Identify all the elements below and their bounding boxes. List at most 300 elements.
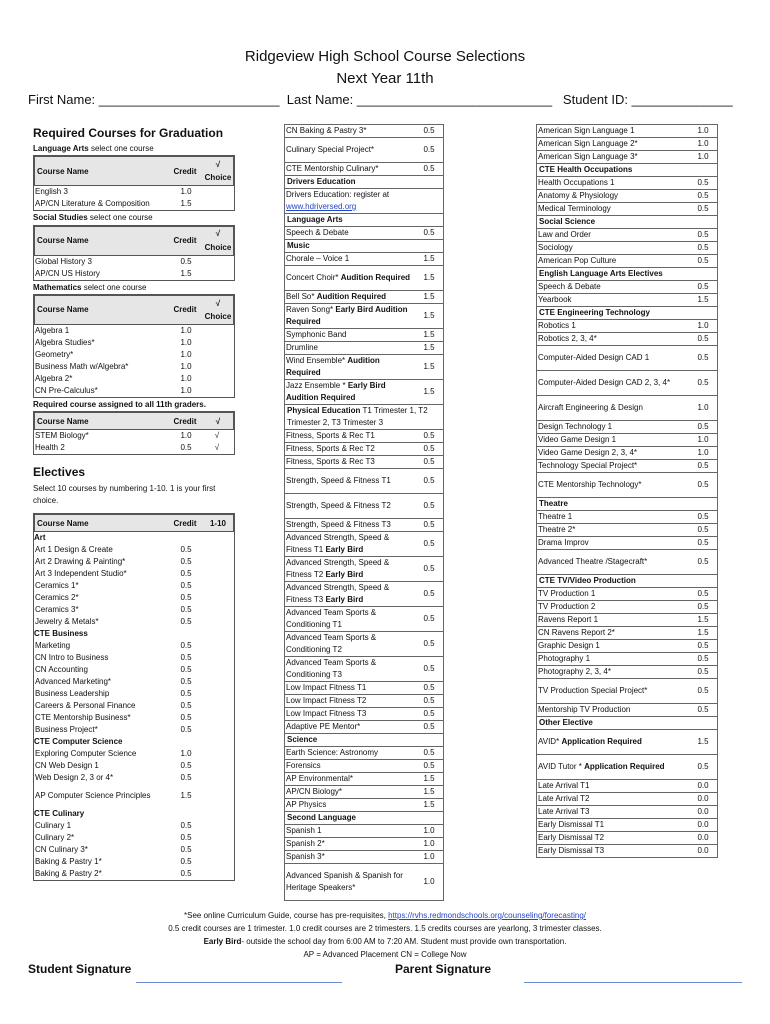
elective-credit: 0.5 — [180, 761, 192, 771]
elective-credit: 0.5 — [423, 761, 435, 770]
elective-credit: 1.0 — [697, 126, 709, 135]
elective-row — [536, 730, 718, 755]
elective-name: CN Web Design 1 — [35, 761, 99, 771]
elective-credit: 0.5 — [180, 593, 192, 603]
social-studies-table: Course Name Credit √ Choice Global History 3 0.5 AP/CN US History 1.5 — [33, 225, 235, 281]
elective-name: CTE Mentorship Technology* — [538, 480, 642, 489]
elective-row — [536, 138, 718, 151]
electives-column-3 — [536, 124, 718, 858]
elective-row — [34, 868, 234, 880]
elective-row — [34, 604, 234, 616]
elective-name: Design Technology 1 — [538, 422, 613, 431]
footer-note-abbrev: AP = Advanced Placement CN = College Now — [303, 950, 467, 959]
elective-row — [536, 755, 718, 780]
elective-name: Low Impact Fitness T2 — [286, 696, 367, 705]
category-name: CTE Culinary — [34, 809, 85, 819]
elective-credit: 1.0 — [423, 839, 435, 848]
elective-row — [536, 346, 718, 371]
elective-name: Health Occupations 1 — [538, 178, 615, 187]
elective-name: Early Dismissal T1 — [538, 820, 605, 829]
elective-credit: 0.5 — [697, 667, 709, 676]
elective-credit: 0.5 — [697, 641, 709, 650]
elective-name: Ceramics 1* — [35, 581, 79, 591]
elective-row — [536, 396, 718, 421]
student-signature-line[interactable] — [136, 982, 342, 983]
elective-name: American Sign Language 3* — [538, 152, 638, 161]
footer-note-early-bird: Early Bird- outside the school day from 6:00 AM to 7:20 AM. Student must provide own transportation. — [203, 937, 567, 946]
elective-row — [284, 494, 444, 519]
elective-credit: 0.5 — [423, 748, 435, 757]
elective-row — [284, 607, 444, 632]
elective-name: AVID Tutor * Application Required — [538, 762, 665, 771]
elective-credit: 0.5 — [180, 701, 192, 711]
elective-credit: 1.0 — [697, 321, 709, 330]
elective-credit: 0.5 — [697, 230, 709, 239]
elective-name: Video Game Design 1 — [538, 435, 617, 444]
elective-credit: 0.5 — [697, 602, 709, 611]
elective-credit: 0.5 — [180, 689, 192, 699]
category-label — [284, 240, 444, 253]
elective-name: Exploring Computer Science — [35, 749, 137, 759]
course-name: Health 2 — [35, 443, 65, 453]
elective-credit: 1.5 — [423, 800, 435, 809]
elective-name: Baking & Pastry 2* — [35, 869, 102, 879]
category-label — [536, 164, 718, 177]
elective-row — [34, 844, 234, 856]
student-id-field[interactable]: Student ID: ______________ — [562, 92, 733, 107]
elective-credit: 1.5 — [423, 343, 435, 352]
elective-row — [284, 825, 444, 838]
elective-row — [34, 592, 234, 604]
elective-credit: 0.0 — [697, 846, 709, 855]
category-name: Physical Education — [287, 406, 361, 415]
elective-row — [536, 653, 718, 666]
page-subtitle: Next Year 11th — [336, 70, 434, 87]
elective-name: Photography 1 — [538, 654, 591, 663]
elective-credit: 0.5 — [423, 145, 435, 154]
elective-row — [34, 856, 234, 868]
elective-name: Bell So* Audition Required — [286, 292, 387, 301]
elective-credit: 0.5 — [180, 569, 192, 579]
course-credit: 1.0 — [180, 325, 192, 335]
elective-row — [284, 582, 444, 607]
category-name: CTE Health Occupations — [539, 165, 633, 174]
elective-row — [284, 456, 444, 469]
elective-name: American Sign Language 2* — [538, 139, 638, 148]
category-name: English Language Arts Electives — [539, 269, 663, 278]
elective-credit: 0.5 — [180, 677, 192, 687]
category-label — [284, 734, 444, 747]
student-info-bar — [28, 92, 733, 107]
elective-row — [284, 519, 444, 532]
elective-name: AVID* Application Required — [538, 737, 642, 746]
elective-name: CN Baking & Pastry 3* — [286, 126, 367, 135]
elective-name: Earth Science: Astronomy — [286, 748, 379, 757]
elective-row — [536, 371, 718, 396]
elective-credit: 0.5 — [697, 204, 709, 213]
assigned-label: Required course assigned to all 11th graders. — [33, 399, 206, 409]
elective-row — [536, 524, 718, 537]
elective-name: Advanced Strength, Speed & Fitness T1 Early Bird — [286, 533, 390, 554]
elective-credit: 0.5 — [180, 617, 192, 627]
elective-credit: 0.5 — [697, 512, 709, 521]
elective-credit: 0.5 — [423, 228, 435, 237]
elective-row — [284, 708, 444, 721]
elective-row — [284, 747, 444, 760]
elective-name: Jewelry & Metals* — [35, 617, 99, 627]
elective-row — [34, 688, 234, 700]
course-credit: 1.0 — [180, 431, 192, 441]
electives-table: Course Name Credit 1-10 Art Art 1 Design & Create 0.5 Art 2 Drawing & Painting* 0.5 Art 3 Independent Studio* 0.5 Ceramics 1* 0.5 Ceramics 2* 0.5 Ceramics 3* 0.5 Jewelry & Metals* 0.5 CTE Business Marketing 0.5 CN Intro to Business 0.5 CN Accounting 0.5 Advanced Marketing* 0.5 Business Leadership 0.5 Careers & Personal Finance 0.5 CTE Mentorship Business* 0.5 Business Project* 0.5 CTE Computer Science Exploring Computer Science 1.0 CN Web Design 1 0.5 Web Design 2, 3 or 4* 0.5 AP Computer Science Principles 1.5 CTE Culinary Culinary 1 0.5 Culinary 2* 0.5 CN Culinary 3* 0.5 Baking & Pastry 1* 0.5 Baking & Pastry 2* 0.5 — [33, 513, 235, 881]
course-row — [34, 442, 234, 454]
elective-row — [536, 640, 718, 653]
elective-credit: 0.5 — [180, 557, 192, 567]
elective-requirement: Early Bird Audition Required — [286, 305, 408, 326]
course-credit: 1.5 — [180, 268, 192, 278]
elective-row — [284, 430, 444, 443]
elective-credit: 0.5 — [423, 696, 435, 705]
elective-name: Theatre 2* — [538, 525, 576, 534]
elective-row — [536, 550, 718, 575]
course-row — [34, 349, 234, 361]
page-title: Ridgeview High School Course Selections — [244, 48, 526, 65]
elective-credit: 0.5 — [697, 378, 709, 387]
elective-row — [34, 580, 234, 592]
elective-credit: 1.5 — [423, 787, 435, 796]
course-credit: 1.0 — [180, 337, 192, 347]
elective-credit: 1.0 — [697, 139, 709, 148]
elective-name: Chorale – Voice 1 — [286, 254, 350, 263]
elective-credit: 0.5 — [423, 564, 435, 573]
elective-credit: 0.5 — [697, 178, 709, 187]
elective-credit: 0.5 — [180, 833, 192, 843]
elective-credit: 0.5 — [423, 164, 435, 173]
elective-credit: 1.5 — [423, 273, 435, 282]
elective-row — [34, 556, 234, 568]
category-label — [34, 628, 234, 640]
elective-credit: 0.5 — [423, 709, 435, 718]
category-name: CTE Computer Science — [34, 737, 123, 747]
elective-credit: 0.5 — [697, 353, 709, 362]
elective-row — [34, 760, 234, 772]
elective-row — [536, 421, 718, 434]
required-heading: Required Courses for Graduation — [33, 126, 224, 140]
elective-row — [34, 544, 234, 556]
elective-credit: 0.5 — [697, 525, 709, 534]
category-name: Second Language — [287, 813, 356, 822]
parent-signature-line[interactable] — [524, 982, 742, 983]
course-row — [34, 186, 234, 198]
elective-row — [34, 640, 234, 652]
elective-row — [284, 291, 444, 304]
elective-row — [536, 473, 718, 498]
elective-row — [284, 773, 444, 786]
elective-row — [536, 281, 718, 294]
elective-row — [34, 772, 234, 784]
category-label — [536, 717, 718, 730]
elective-requirement: Audition Required — [316, 292, 387, 301]
course-credit: 0.5 — [180, 256, 192, 266]
course-row — [34, 430, 234, 442]
elective-row — [536, 320, 718, 333]
elective-row — [284, 721, 444, 734]
elective-name: TV Production Special Project* — [538, 686, 648, 695]
course-name: AP/CN US History — [35, 268, 100, 278]
category-label — [34, 532, 234, 544]
choice-cell[interactable]: √ — [214, 431, 220, 441]
elective-name: Late Arrival T3 — [538, 807, 590, 816]
elective-credit: 1.0 — [423, 826, 435, 835]
course-credit: 1.0 — [180, 361, 192, 371]
elective-name: Fitness, Sports & Rec T1 — [286, 431, 375, 440]
elective-row — [284, 342, 444, 355]
category-name: Art — [34, 533, 46, 543]
course-name: AP/CN Literature & Composition — [35, 199, 150, 209]
elective-row — [284, 838, 444, 851]
elective-name: Business Project* — [35, 725, 98, 735]
course-row — [34, 385, 234, 397]
electives-heading: Electives — [33, 465, 86, 480]
elective-credit: 0.0 — [697, 794, 709, 803]
category-name: CTE TV/Video Production — [539, 576, 636, 585]
elective-requirement: Application Required — [561, 737, 642, 746]
elective-name: Advanced Marketing* — [35, 677, 112, 687]
elective-row — [536, 601, 718, 614]
elective-credit: 0.5 — [697, 461, 709, 470]
elective-credit: 1.5 — [697, 737, 709, 746]
elective-row — [284, 864, 444, 901]
elective-row — [536, 447, 718, 460]
elective-name: Symphonic Band — [286, 330, 347, 339]
elective-name: TV Production 1 — [538, 589, 596, 598]
elective-credit: 0.5 — [423, 683, 435, 692]
elective-credit: 0.0 — [697, 781, 709, 790]
elective-row — [536, 537, 718, 550]
elective-credit: 1.0 — [423, 877, 435, 886]
elective-credit: 0.5 — [423, 722, 435, 731]
course-row — [34, 361, 234, 373]
elective-requirement: Early Bird — [325, 595, 364, 604]
elective-credit: 0.5 — [180, 869, 192, 879]
elective-name: Concert Choir* Audition Required — [286, 273, 411, 282]
category-name: Science — [287, 735, 318, 744]
course-credit: 1.0 — [180, 385, 192, 395]
electives-column-2 — [284, 124, 444, 901]
course-name: STEM Biology* — [35, 431, 89, 441]
footer-note-prereq: *See online Curriculum Guide, course has pre-requisites, https://rvhs.redmondschools.org/counseling/forecasting/ — [184, 911, 586, 920]
elective-name: Ceramics 3* — [35, 605, 79, 615]
elective-name: Raven Song* Early Bird Audition Required — [286, 305, 408, 326]
elective-row — [536, 294, 718, 307]
elective-name: AP Computer Science Principles — [35, 791, 151, 801]
elective-row — [536, 242, 718, 255]
elective-name: Forensics — [286, 761, 321, 770]
elective-row — [34, 820, 234, 832]
category-label — [536, 268, 718, 281]
elective-row — [284, 355, 444, 380]
course-credit: 1.0 — [180, 373, 192, 383]
elective-row — [536, 124, 718, 138]
category-label — [536, 498, 718, 511]
elective-row — [284, 163, 444, 176]
forecasting-link[interactable]: https://rvhs.redmondschools.org/counseling/forecasting/ — [388, 911, 586, 920]
elective-name: American Sign Language 1 — [538, 126, 635, 135]
elective-credit: 0.5 — [697, 589, 709, 598]
elective-name: Drumline — [286, 343, 319, 352]
elective-credit: 0.5 — [423, 589, 435, 598]
elective-name: Computer-Aided Design CAD 2, 3, 4* — [538, 378, 671, 387]
category-label — [536, 575, 718, 588]
elective-row — [536, 333, 718, 346]
elective-credit: 0.5 — [180, 725, 192, 735]
course-row — [34, 337, 234, 349]
elective-name: Culinary Special Project* — [286, 145, 375, 154]
elective-requirement: Early Bird — [325, 570, 364, 579]
elective-name: Robotics 1 — [538, 321, 576, 330]
elective-name: Drama Improv — [538, 538, 589, 547]
elective-name: Advanced Team Sports & Conditioning T3 — [286, 658, 377, 679]
elective-row — [34, 676, 234, 688]
elective-credit: 0.0 — [697, 807, 709, 816]
elective-row — [536, 704, 718, 717]
elective-name: Web Design 2, 3 or 4* — [35, 773, 114, 783]
course-name: Algebra 2* — [35, 373, 73, 383]
elective-credit: 0.5 — [697, 191, 709, 200]
elective-row — [536, 434, 718, 447]
electives-instruction: Select 10 courses by numbering 1-10. 1 is your first choice. — [33, 484, 216, 506]
course-name: Algebra 1 — [35, 325, 70, 335]
course-name: English 3 — [35, 187, 68, 197]
category-label — [536, 216, 718, 229]
elective-name: Advanced Strength, Speed & Fitness T3 Early Bird — [286, 583, 390, 604]
elective-name: Ravens Report 1 — [538, 615, 599, 624]
course-row — [34, 373, 234, 385]
last-name-field[interactable]: Last Name: ___________________________ — [286, 92, 553, 107]
elective-row — [284, 227, 444, 240]
elective-credit: 0.5 — [697, 480, 709, 489]
elective-credit: 0.5 — [180, 821, 192, 831]
elective-requirement: Early Bird Audition Required — [286, 381, 386, 402]
elective-credit: 1.5 — [697, 295, 709, 304]
elective-name: Law and Order — [538, 230, 591, 239]
category-note: T1 Trimester 1, T2 Trimester 2, T3 Trimester 3 — [287, 406, 428, 427]
elective-row — [34, 652, 234, 664]
elective-row — [536, 819, 718, 832]
elective-credit: 0.5 — [180, 653, 192, 663]
elective-name: AP/CN Biology* — [286, 787, 343, 796]
elective-name: Late Arrival T1 — [538, 781, 590, 790]
elective-name: Culinary 1 — [35, 821, 72, 831]
elective-credit: 1.5 — [423, 311, 435, 320]
elective-name: Ceramics 2* — [35, 593, 79, 603]
course-row — [34, 256, 234, 268]
elective-name: Drivers Education: register at www.hdriversed.org — [286, 190, 390, 211]
elective-name: Aircraft Engineering & Design — [538, 403, 643, 412]
elective-name: Baking & Pastry 1* — [35, 857, 102, 867]
elective-name: Strength, Speed & Fitness T3 — [286, 520, 391, 529]
social-studies-label: Social Studies select one course — [33, 213, 153, 223]
category-name: CTE Business — [34, 629, 88, 639]
elective-credit: 0.5 — [697, 282, 709, 291]
mathematics-table: Course Name Credit √ Choice Algebra 1 1.0 Algebra Studies* 1.0 Geometry* 1.0 Business Math w/Algebra* 1.0 Algebra 2* 1.0 CN Pre-Calculus* 1.0 — [33, 294, 235, 398]
elective-row — [284, 266, 444, 291]
elective-name: Marketing — [35, 641, 71, 651]
elective-name: Spanish 1 — [286, 826, 322, 835]
elective-row — [34, 568, 234, 580]
elective-credit: 0.5 — [423, 664, 435, 673]
elective-row — [284, 380, 444, 405]
elective-row — [536, 679, 718, 704]
elective-credit: 0.5 — [423, 476, 435, 485]
category-label — [34, 736, 234, 748]
elective-credit: 0.5 — [423, 431, 435, 440]
elective-credit: 1.5 — [423, 292, 435, 301]
course-name: Algebra Studies* — [35, 337, 95, 347]
elective-name: Strength, Speed & Fitness T1 — [286, 476, 391, 485]
course-name: CN Pre-Calculus* — [35, 385, 98, 395]
course-credit: 0.5 — [180, 443, 192, 453]
elective-credit: 1.5 — [423, 330, 435, 339]
elective-name: AP Environmental* — [286, 774, 353, 783]
elective-name: CTE Mentorship Culinary* — [286, 164, 379, 173]
choice-cell[interactable]: √ — [214, 443, 220, 453]
elective-name: Wind Ensemble* Audition Required — [286, 356, 380, 377]
required-column — [33, 124, 235, 881]
elective-row — [536, 614, 718, 627]
category-label — [284, 214, 444, 227]
elective-name: Technology Special Project* — [538, 461, 638, 470]
elective-name: Advanced Team Sports & Conditioning T1 — [286, 608, 377, 629]
course-row — [34, 325, 234, 337]
elective-row — [284, 138, 444, 163]
course-row — [34, 268, 234, 280]
elective-credit: 0.5 — [697, 256, 709, 265]
elective-name: Anatomy & Physiology — [538, 191, 619, 200]
elective-name: Speech & Debate — [538, 282, 601, 291]
elective-row — [536, 511, 718, 524]
elective-credit: 1.0 — [180, 749, 192, 759]
elective-credit: 0.5 — [180, 773, 192, 783]
elective-credit: 0.5 — [423, 614, 435, 623]
elective-row — [284, 682, 444, 695]
elective-credit: 0.5 — [697, 334, 709, 343]
drivers-ed-link[interactable]: www.hdriversed.org — [286, 202, 357, 211]
first-name-field[interactable]: First Name: _________________________ — [28, 92, 280, 107]
elective-credit: 0.5 — [697, 686, 709, 695]
elective-credit: 1.0 — [697, 448, 709, 457]
elective-credit: 1.5 — [423, 387, 435, 396]
elective-row — [34, 832, 234, 844]
category-label — [284, 176, 444, 189]
elective-name: Business Leadership — [35, 689, 110, 699]
category-label — [536, 307, 718, 320]
elective-name: Advanced Spanish & Spanish for Heritage Speakers* — [286, 871, 403, 892]
elective-credit: 1.0 — [423, 852, 435, 861]
elective-credit: 1.5 — [423, 362, 435, 371]
elective-requirement: Audition Required — [340, 273, 411, 282]
elective-row — [284, 443, 444, 456]
elective-credit: 0.0 — [697, 820, 709, 829]
elective-row — [536, 793, 718, 806]
elective-name: Late Arrival T2 — [538, 794, 590, 803]
elective-row — [536, 627, 718, 640]
elective-row — [536, 780, 718, 793]
elective-name: Advanced Theatre /Stagecraft* — [538, 557, 648, 566]
elective-row — [284, 632, 444, 657]
elective-name: CN Intro to Business — [35, 653, 109, 663]
elective-row — [34, 748, 234, 760]
elective-name: Low Impact Fitness T1 — [286, 683, 367, 692]
